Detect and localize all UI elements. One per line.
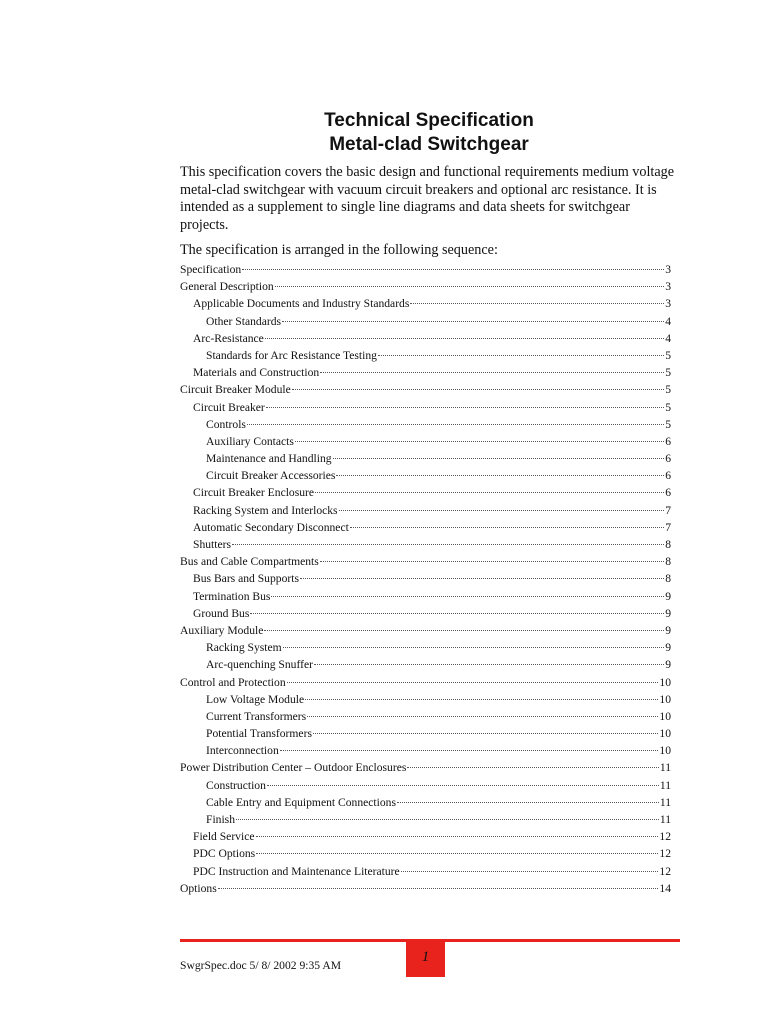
footer-filename: SwgrSpec.doc 5/ 8/ 2002 9:35 AM	[180, 959, 342, 972]
toc-entry-title: Construction	[206, 778, 266, 792]
toc-entry-page: 9	[665, 606, 671, 620]
toc-dot-leader	[250, 613, 664, 614]
toc-dot-leader	[283, 647, 665, 648]
toc-entry[interactable]	[180, 433, 671, 450]
toc-dot-leader	[218, 888, 659, 889]
toc-entry[interactable]	[180, 656, 671, 673]
toc-entry[interactable]	[180, 794, 671, 811]
toc-entry-title: Racking System and Interlocks	[193, 503, 338, 517]
toc-dot-leader	[320, 561, 664, 562]
toc-entry-title: Auxiliary Contacts	[206, 434, 294, 448]
toc-entry-title: Circuit Breaker Enclosure	[193, 486, 315, 500]
toc-dot-leader	[410, 303, 664, 304]
toc-entry-title: Cable Entry and Equipment Connections	[206, 795, 396, 809]
toc-dot-leader	[266, 407, 664, 408]
toc-entry-title: Finish	[206, 813, 235, 826]
toc-entry-page: 3	[665, 297, 671, 311]
toc-entry-page: 12	[659, 847, 671, 861]
toc-dot-leader	[339, 510, 665, 511]
toc-entry[interactable]	[180, 570, 671, 587]
toc-entry-page: 6	[665, 434, 671, 448]
toc-entry-page: 9	[665, 658, 671, 672]
toc-entry[interactable]	[180, 622, 671, 639]
toc-entry[interactable]	[180, 467, 671, 484]
toc-entry-title: Applicable Documents and Industry Standards	[193, 297, 410, 311]
toc-entry-page: 11	[659, 813, 671, 826]
toc-entry-title: Other Standards	[206, 314, 282, 328]
toc-dot-leader	[242, 269, 664, 270]
toc-entry-page: 9	[665, 623, 671, 637]
toc-dot-leader	[282, 321, 664, 322]
toc-dot-leader	[305, 699, 658, 700]
toc-entry-page: 6	[665, 452, 671, 466]
toc-entry-title: Circuit Breaker Module	[180, 383, 291, 397]
toc-entry-title: Automatic Secondary Disconnect	[193, 520, 349, 534]
toc-entry-title: Control and Protection	[180, 675, 286, 689]
toc-entry-page: 5	[665, 366, 671, 380]
toc-entry[interactable]	[180, 880, 671, 897]
toc-entry-title: Potential Transformers	[206, 727, 312, 741]
toc-dot-leader	[267, 785, 659, 786]
toc-entry[interactable]	[180, 399, 671, 416]
toc-entry-title: Interconnection	[206, 744, 279, 758]
page-number: 1	[421, 949, 430, 965]
toc-entry-page: 6	[665, 486, 671, 500]
toc-entry-page: 10	[659, 727, 671, 741]
toc-entry-page: 14	[659, 881, 671, 895]
toc-entry-page: 7	[665, 503, 671, 517]
toc-entry-page: 10	[659, 692, 671, 706]
toc-entry-title: Field Service	[193, 830, 255, 844]
toc-entry-page: 10	[659, 744, 671, 758]
toc-entry[interactable]	[180, 330, 671, 347]
toc-entry-title: Circuit Breaker	[193, 400, 265, 414]
toc-entry-page: 8	[665, 555, 671, 569]
toc-entry[interactable]	[180, 759, 671, 776]
toc-dot-leader	[336, 475, 664, 476]
toc-dot-leader	[315, 492, 664, 493]
toc-entry-page: 11	[659, 778, 671, 792]
toc-dot-leader	[295, 441, 664, 442]
toc-entry-title: PDC Options	[193, 847, 256, 861]
toc-entry[interactable]	[180, 381, 671, 398]
toc-entry[interactable]	[180, 828, 671, 845]
toc-dot-leader	[292, 389, 664, 390]
toc-entry[interactable]	[180, 845, 671, 862]
toc-entry-page: 6	[665, 469, 671, 483]
toc-entry-title: Circuit Breaker Accessories	[206, 469, 336, 483]
toc-dot-leader	[307, 716, 658, 717]
toc-dot-leader	[256, 836, 659, 837]
toc-dot-leader	[333, 458, 665, 459]
toc-entry-page: 5	[665, 348, 671, 362]
toc-entry[interactable]	[180, 708, 671, 725]
toc-dot-leader	[350, 527, 664, 528]
toc-entry-page: 5	[665, 417, 671, 431]
toc-entry-page: 4	[665, 314, 671, 328]
toc-entry-title: Materials and Construction	[193, 366, 320, 380]
toc-entry[interactable]	[180, 811, 671, 828]
toc-dot-leader	[232, 544, 664, 545]
toc-entry[interactable]	[180, 777, 671, 794]
toc-dot-leader	[300, 578, 664, 579]
toc-entry-page: 7	[665, 520, 671, 534]
toc-entry-page: 5	[665, 400, 671, 414]
toc-entry-title: Shutters	[193, 538, 232, 551]
toc-entry-page: 3	[665, 280, 671, 294]
toc-entry-title: Termination Bus	[193, 589, 271, 603]
toc-dot-leader	[265, 338, 664, 339]
document-subtitle: Metal-clad Switchgear	[329, 134, 529, 155]
toc-entry[interactable]	[180, 450, 671, 467]
toc-entry-page: 10	[659, 709, 671, 723]
toc-dot-leader	[287, 682, 659, 683]
toc-entry-title: Racking System	[206, 641, 282, 655]
toc-entry[interactable]	[180, 674, 671, 691]
toc-entry-title: Arc-Resistance	[193, 331, 264, 345]
toc-entry[interactable]	[180, 278, 671, 295]
toc-entry[interactable]	[180, 261, 671, 278]
toc-entry-page: 12	[659, 830, 671, 844]
toc-entry-page: 8	[665, 572, 671, 586]
toc-dot-leader	[378, 355, 664, 356]
toc-entry-title: Low Voltage Module	[206, 692, 305, 706]
page-number-box	[406, 940, 445, 977]
toc-entry-page: 10	[659, 675, 671, 689]
toc-entry[interactable]	[180, 484, 671, 501]
toc-entry[interactable]	[180, 639, 671, 656]
toc-entry[interactable]	[180, 347, 671, 364]
toc-entry-title: Auxiliary Module	[180, 623, 264, 637]
toc-entry-page: 3	[665, 263, 671, 276]
toc-dot-leader	[256, 853, 658, 854]
toc-entry-page: 11	[659, 795, 671, 809]
toc-dot-leader	[313, 733, 658, 734]
toc-entry[interactable]	[180, 691, 671, 708]
toc-entry[interactable]	[180, 416, 671, 433]
toc-entry[interactable]	[180, 863, 671, 880]
toc-entry-title: Specification	[180, 263, 242, 276]
toc-entry[interactable]	[180, 605, 671, 622]
toc-entry[interactable]	[180, 519, 671, 536]
toc-dot-leader	[314, 664, 664, 665]
toc-entry[interactable]	[180, 588, 671, 605]
toc-entry[interactable]	[180, 553, 671, 570]
toc-dot-leader	[407, 767, 658, 768]
toc-dot-leader	[247, 424, 664, 425]
toc-entry-title: Arc-quenching Snuffer	[206, 658, 313, 672]
toc-entry[interactable]	[180, 295, 671, 312]
toc-dot-leader	[275, 286, 665, 287]
toc-entry-title: Ground Bus	[193, 606, 250, 620]
toc-entry-page: 12	[659, 864, 671, 878]
toc-entry-page: 9	[665, 589, 671, 603]
table-of-contents	[180, 261, 671, 897]
toc-dot-leader	[280, 750, 659, 751]
toc-entry-title: Maintenance and Handling	[206, 452, 332, 466]
toc-dot-leader	[401, 871, 659, 872]
toc-entry-page: 9	[665, 641, 671, 655]
toc-dot-leader	[236, 819, 659, 820]
toc-entry[interactable]	[180, 742, 671, 759]
toc-entry[interactable]	[180, 536, 671, 553]
toc-entry-title: Bus Bars and Supports	[193, 572, 299, 586]
document-title: Technical Specification	[324, 110, 534, 131]
toc-dot-leader	[271, 596, 664, 597]
toc-entry-title: Power Distribution Center – Outdoor Enclosures	[180, 761, 407, 775]
toc-entry-title: PDC Instruction and Maintenance Literature	[193, 864, 400, 878]
toc-entry-title: Options	[180, 881, 217, 895]
toc-entry-page: 4	[665, 331, 671, 345]
toc-entry-title: Bus and Cable Compartments	[180, 555, 319, 569]
toc-dot-leader	[264, 630, 664, 631]
toc-entry-title: Standards for Arc Resistance Testing	[206, 348, 377, 362]
toc-entry-page: 8	[665, 538, 671, 551]
toc-entry[interactable]	[180, 725, 671, 742]
toc-entry-title: Current Transformers	[206, 709, 307, 723]
toc-entry-page: 5	[665, 383, 671, 397]
sequence-heading: The specification is arranged in the following sequence:	[180, 242, 498, 258]
intro-paragraph: This specification covers the basic design and functional requirements medium voltage metal-clad switchgear with vacuum circuit breakers and optional arc resistance. It is intended as a supplement to single line diagrams and data sheets for switchgear projects.	[180, 164, 675, 233]
toc-entry-page: 11	[659, 761, 671, 775]
toc-dot-leader	[397, 802, 659, 803]
toc-entry[interactable]	[180, 313, 671, 330]
toc-entry-title: General Description	[180, 280, 274, 294]
toc-dot-leader	[320, 372, 664, 373]
toc-entry-title: Controls	[206, 417, 246, 431]
toc-entry[interactable]	[180, 364, 671, 381]
toc-entry[interactable]	[180, 502, 671, 519]
